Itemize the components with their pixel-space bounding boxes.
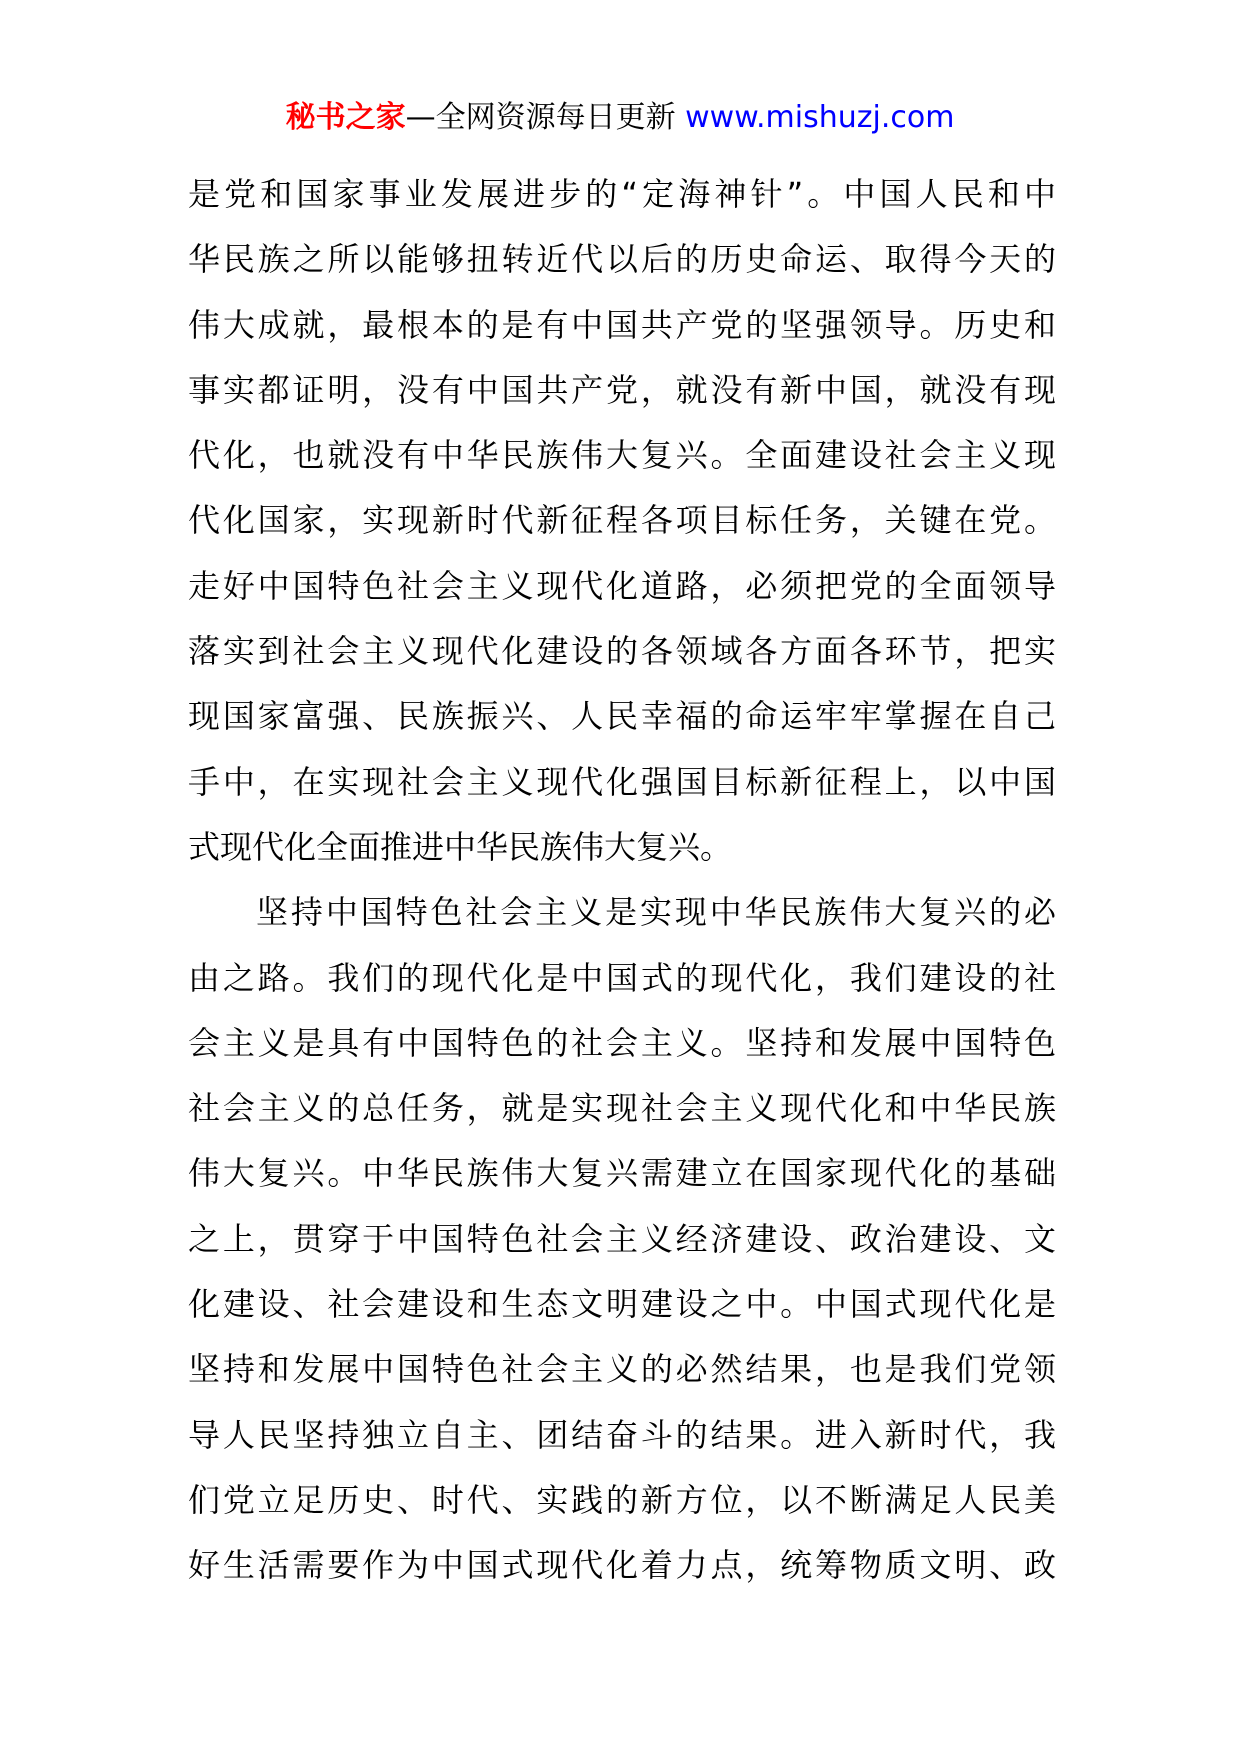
header-tagline: —全网资源每日更新 [405, 100, 676, 135]
text-line: 式现代化全面推进中华民族伟大复兴。 [188, 827, 733, 866]
text-line: 事实都证明，没有中国共产党，就没有新中国，就没有现 [188, 370, 1056, 409]
website-link[interactable]: www.mishuzj.com [685, 100, 955, 135]
text-line: 走好中国特色社会主义现代化道路，必须把党的全面领导 [188, 566, 1056, 605]
page-header [0, 98, 1240, 138]
text-line: 导人民坚持独立自主、团结奋斗的结果。进入新时代，我 [188, 1415, 1056, 1454]
text-line: 之上，贯穿于中国特色社会主义经济建设、政治建设、文 [188, 1219, 1056, 1258]
text-line: 化建设、社会建设和生态文明建设之中。中国式现代化是 [188, 1285, 1056, 1324]
text-line: 代化国家，实现新时代新征程各项目标任务，关键在党。 [188, 501, 1056, 540]
text-line: 坚持中国特色社会主义是实现中华民族伟大复兴的必 [256, 893, 1056, 932]
text-line: 代化，也就没有中华民族伟大复兴。全面建设社会主义现 [188, 436, 1056, 475]
text-line: 伟大复兴。中华民族伟大复兴需建立在国家现代化的基础 [188, 1154, 1056, 1193]
text-line: 由之路。我们的现代化是中国式的现代化，我们建设的社 [188, 958, 1056, 997]
text-line: 伟大成就，最根本的是有中国共产党的坚强领导。历史和 [188, 305, 1056, 344]
text-line: 会主义是具有中国特色的社会主义。坚持和发展中国特色 [188, 1023, 1056, 1062]
text-line: 社会主义的总任务，就是实现社会主义现代化和中华民族 [188, 1089, 1056, 1128]
text-line: 落实到社会主义现代化建设的各领域各方面各环节，把实 [188, 632, 1056, 671]
text-line: 们党立足历史、时代、实践的新方位，以不断满足人民美 [188, 1480, 1056, 1519]
text-line: 坚持和发展中国特色社会主义的必然结果，也是我们党领 [188, 1350, 1056, 1389]
document-body [188, 162, 1056, 1599]
brand-name: 秘书之家 [285, 100, 406, 135]
text-line: 现国家富强、民族振兴、人民幸福的命运牢牢掌握在自己 [188, 697, 1056, 736]
text-line: 好生活需要作为中国式现代化着力点，统筹物质文明、政 [188, 1546, 1056, 1585]
text-line: 是党和国家事业发展进步的“定海神针”。中国人民和中 [188, 175, 1056, 213]
text-line: 手中，在实现社会主义现代化强国目标新征程上，以中国 [188, 762, 1056, 801]
text-line: 华民族之所以能够扭转近代以后的历史命运、取得今天的 [188, 240, 1056, 279]
